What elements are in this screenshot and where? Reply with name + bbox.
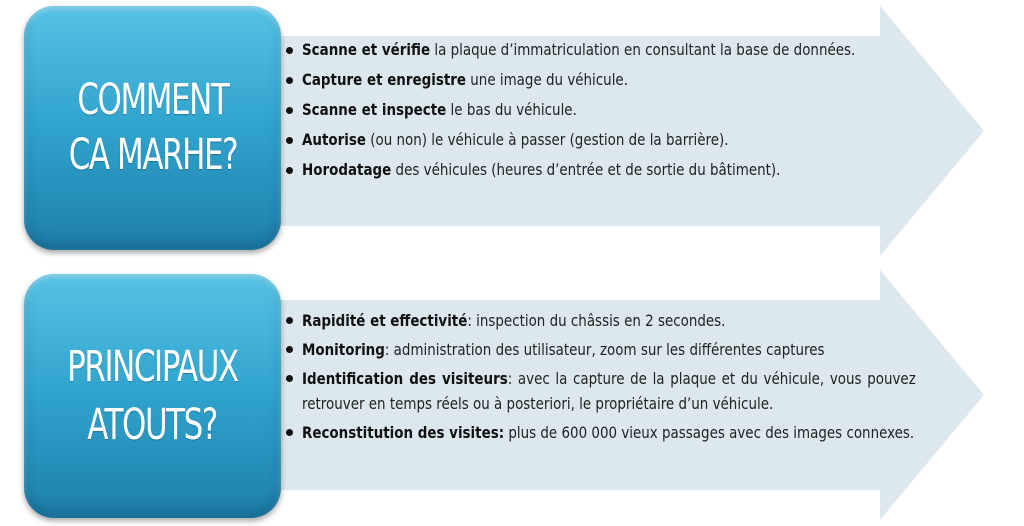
bullet-icon	[286, 375, 293, 382]
bullet-list	[286, 308, 916, 449]
item-bold-text: Monitoring	[302, 340, 385, 359]
item-bold-text: Capture et enregistre	[302, 70, 467, 89]
item-text: une image du véhicule.	[466, 70, 628, 89]
item-text: : avec la capture de la plaque et du véhicule, vous pouvez retrouver en temps réels ou à posteriori, le propriétaire d’un véhicule.	[302, 369, 916, 413]
section-main-advantages	[0, 264, 1024, 526]
section-label-box	[24, 274, 281, 518]
section-label-line: CA MARHE?	[68, 130, 237, 180]
item-text: des véhicules (heures d’entrée et de sortie du bâtiment).	[391, 160, 781, 179]
bullet-list	[286, 38, 916, 188]
item-bold-text: Autorise	[302, 130, 366, 149]
item-text: la plaque d’immatriculation en consultant la base de données.	[430, 40, 856, 59]
bullet-icon	[286, 346, 293, 353]
section-how-it-works	[0, 0, 1024, 262]
item-text: plus de 600 000 vieux passages avec des images connexes.	[504, 423, 915, 442]
item-bold-text: Horodatage	[302, 160, 392, 179]
bullet-icon	[286, 317, 293, 324]
bullet-icon	[286, 167, 293, 174]
section-label-line: COMMENT	[77, 75, 228, 125]
list-item	[286, 308, 916, 333]
bullet-icon	[286, 47, 293, 54]
item-text: : inspection du châssis en 2 secondes.	[467, 311, 726, 330]
list-item	[286, 38, 916, 62]
item-text: (ou non) le véhicule à passer (gestion de la barrière).	[365, 130, 729, 149]
bullet-icon	[286, 137, 293, 144]
bullet-icon	[286, 107, 293, 114]
item-text: le bas du véhicule.	[446, 100, 577, 119]
bullet-icon	[286, 429, 293, 436]
section-label-line: PRINCIPAUX	[67, 342, 238, 392]
list-item	[286, 68, 916, 92]
item-bold-text: Rapidité et effectivité	[302, 311, 468, 330]
item-bold-text: Identification des visiteurs	[302, 369, 508, 388]
list-item	[286, 98, 916, 122]
item-bold-text: Reconstitution des visites:	[302, 423, 505, 442]
item-bold-text: Scanne et inspecte	[302, 100, 447, 119]
section-label-box	[24, 6, 281, 250]
bullet-icon	[286, 77, 293, 84]
list-item	[286, 337, 916, 362]
item-text: : administration des utilisateur, zoom sur les différentes captures	[384, 340, 825, 359]
list-item	[286, 128, 916, 152]
list-item	[286, 420, 916, 445]
list-item	[286, 366, 916, 416]
list-item	[286, 158, 916, 182]
section-label-line: ATOUTS?	[87, 400, 218, 450]
item-bold-text: Scanne et vérifie	[302, 40, 431, 59]
